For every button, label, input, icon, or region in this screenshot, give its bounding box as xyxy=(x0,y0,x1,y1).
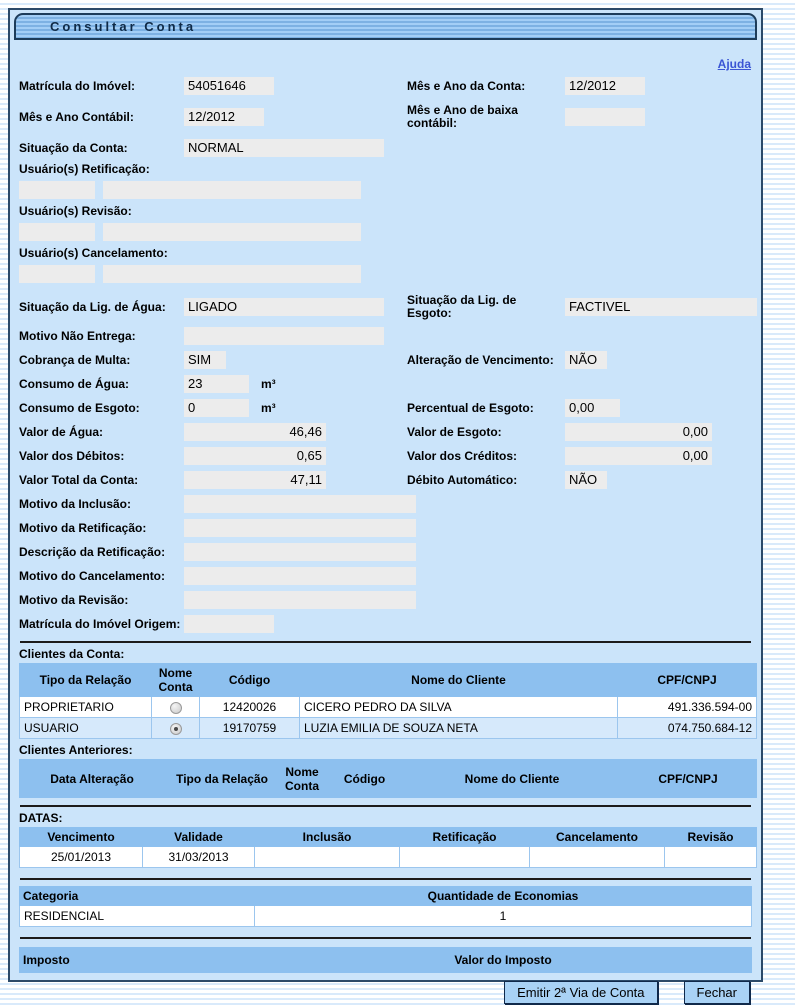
categoria-cell: RESIDENCIAL xyxy=(20,906,255,927)
column-header: Cancelamento xyxy=(530,828,665,847)
situacao-lig-agua-field[interactable]: LIGADO xyxy=(184,298,384,316)
field-label: Usuário(s) Cancelamento: xyxy=(19,246,168,260)
section-divider xyxy=(20,937,751,939)
column-header: Categoria xyxy=(20,887,255,906)
field-label: Motivo da Retificação: xyxy=(19,520,147,535)
cobranca-multa-field[interactable]: SIM xyxy=(184,351,226,369)
form-row xyxy=(19,614,752,634)
inclusao-cell xyxy=(255,847,400,868)
usuario-retificacao-codigo-field[interactable] xyxy=(19,181,95,199)
cancelamento-cell xyxy=(530,847,665,868)
form-row xyxy=(19,222,752,242)
form-row xyxy=(19,374,752,394)
form-row xyxy=(19,350,752,370)
column-header: Tipo da Relação xyxy=(165,760,280,798)
field-label: Consumo de Esgoto: xyxy=(19,400,140,415)
imposto-table xyxy=(19,947,752,973)
nome-conta-radio[interactable] xyxy=(170,702,182,714)
valor-agua-field[interactable]: 46,46 xyxy=(184,423,326,441)
alteracao-vencimento-field[interactable]: NÃO xyxy=(565,351,607,369)
matricula-imovel-field[interactable]: 54051646 xyxy=(184,77,274,95)
column-header: Código xyxy=(325,760,405,798)
field-label: Situação da Lig. de Esgoto: xyxy=(407,293,517,320)
nome-cliente-cell: CICERO PEDRO DA SILVA xyxy=(300,697,618,718)
form-row xyxy=(19,398,752,418)
tipo-relacao-cell: PROPRIETARIO xyxy=(20,697,152,718)
column-header: Inclusão xyxy=(255,828,400,847)
page-title: Consultar Conta xyxy=(50,19,197,34)
quantidade-economias-cell: 1 xyxy=(255,906,752,927)
clientes-anteriores-table xyxy=(19,759,757,798)
column-header: Nome do Cliente xyxy=(300,664,618,697)
field-label: Cobrança de Multa: xyxy=(19,352,131,367)
form-row xyxy=(19,446,752,466)
table-row xyxy=(20,718,757,739)
consumo-esgoto-field[interactable]: 0 xyxy=(184,399,249,417)
column-header: Retificação xyxy=(400,828,530,847)
section-divider xyxy=(20,878,751,880)
form-row xyxy=(19,470,752,490)
unit-label: m³ xyxy=(261,401,276,415)
motivo-revisao-field[interactable] xyxy=(184,591,416,609)
column-header: Código xyxy=(200,664,300,697)
table-header-row xyxy=(20,948,752,973)
form-row xyxy=(19,518,752,538)
codigo-cell: 12420026 xyxy=(200,697,300,718)
motivo-inclusao-field[interactable] xyxy=(184,495,416,513)
nome-conta-radio[interactable] xyxy=(170,723,182,735)
column-header: Nome Conta xyxy=(152,664,200,697)
field-label: Motivo da Revisão: xyxy=(19,592,129,607)
situacao-lig-esgoto-field[interactable]: FACTIVEL xyxy=(565,298,757,316)
table-header-row xyxy=(20,664,757,697)
consultar-conta-window xyxy=(8,8,763,1000)
situacao-conta-field[interactable]: NORMAL xyxy=(184,139,384,157)
clientes-anteriores-section-label: Clientes Anteriores: xyxy=(19,743,133,757)
form-row xyxy=(19,542,752,562)
field-label: Descrição da Retificação: xyxy=(19,544,166,559)
column-header: Nome Conta xyxy=(280,760,325,798)
usuario-retificacao-nome-field[interactable] xyxy=(103,181,361,199)
field-label: Valor dos Créditos: xyxy=(407,448,518,463)
column-header: CPF/CNPJ xyxy=(618,664,757,697)
field-label: Situação da Conta: xyxy=(19,140,128,155)
form-row xyxy=(19,566,752,586)
column-header: Data Alteração xyxy=(20,760,165,798)
form-row xyxy=(19,100,752,134)
help-link[interactable]: Ajuda xyxy=(717,57,751,71)
field-label: Valor de Água: xyxy=(19,424,104,439)
column-header: Validade xyxy=(143,828,255,847)
field-label: Valor dos Débitos: xyxy=(19,448,125,463)
table-row xyxy=(20,906,752,927)
field-label: Valor de Esgoto: xyxy=(407,424,502,439)
usuario-revisao-nome-field[interactable] xyxy=(103,223,361,241)
valor-esgoto-field[interactable]: 0,00 xyxy=(565,423,712,441)
unit-label: m³ xyxy=(261,377,276,391)
form-row xyxy=(19,180,752,200)
field-label: Situação da Lig. de Água: xyxy=(19,299,166,314)
codigo-cell: 19170759 xyxy=(200,718,300,739)
form-row xyxy=(19,494,752,514)
valor-creditos-field[interactable]: 0,00 xyxy=(565,447,712,465)
cpf-cnpj-cell: 491.336.594-00 xyxy=(618,697,757,718)
motivo-retificacao-field[interactable] xyxy=(184,519,416,537)
column-header: Vencimento xyxy=(20,828,143,847)
emitir-segunda-via-button[interactable]: Emitir 2ª Via de Conta xyxy=(504,981,657,1004)
column-header: Valor do Imposto xyxy=(255,948,752,973)
matricula-origem-field[interactable] xyxy=(184,615,274,633)
table-header-row xyxy=(20,828,757,847)
categoria-table xyxy=(19,886,752,927)
tipo-relacao-cell: USUARIO xyxy=(20,718,152,739)
nome-cliente-cell: LUZIA EMILIA DE SOUZA NETA xyxy=(300,718,618,739)
revisao-cell xyxy=(665,847,757,868)
table-row xyxy=(20,847,757,868)
table-header-row xyxy=(20,887,752,906)
debito-automatico-field[interactable]: NÃO xyxy=(565,471,607,489)
cpf-cnpj-cell: 074.750.684-12 xyxy=(618,718,757,739)
vencimento-cell: 25/01/2013 xyxy=(20,847,143,868)
field-label: Valor Total da Conta: xyxy=(19,472,139,487)
column-header: Imposto xyxy=(20,948,255,973)
field-label: Percentual de Esgoto: xyxy=(407,400,534,415)
form-row xyxy=(19,76,752,96)
section-divider xyxy=(20,641,751,643)
usuario-cancelamento-nome-field[interactable] xyxy=(103,265,361,283)
field-label: Motivo Não Entrega: xyxy=(19,328,136,343)
percentual-esgoto-field[interactable]: 0,00 xyxy=(565,399,620,417)
consumo-agua-field[interactable]: 23 xyxy=(184,375,249,393)
motivo-nao-entrega-field[interactable] xyxy=(184,327,384,345)
field-label: Motivo da Inclusão: xyxy=(19,496,132,511)
field-label: Usuário(s) Revisão: xyxy=(19,204,132,218)
motivo-cancelamento-field[interactable] xyxy=(184,567,416,585)
column-header: Revisão xyxy=(665,828,757,847)
validade-cell: 31/03/2013 xyxy=(143,847,255,868)
form-row xyxy=(19,138,752,158)
clientes-conta-section-label: Clientes da Conta: xyxy=(19,647,125,661)
form-row xyxy=(19,326,752,346)
window-title-bar xyxy=(14,13,757,40)
descricao-retificacao-field[interactable] xyxy=(184,543,416,561)
mes-ano-contabil-field[interactable]: 12/2012 xyxy=(184,108,264,126)
column-header: Quantidade de Economias xyxy=(255,887,752,906)
valor-debitos-field[interactable]: 0,65 xyxy=(184,447,326,465)
field-label: Motivo do Cancelamento: xyxy=(19,568,166,583)
field-label: Débito Automático: xyxy=(407,472,518,487)
form-row xyxy=(19,422,752,442)
column-header: Nome do Cliente xyxy=(405,760,620,798)
field-label: Matrícula do Imóvel: xyxy=(19,78,136,93)
column-header: Tipo da Relação xyxy=(20,664,152,697)
clientes-conta-table xyxy=(19,663,757,739)
valor-total-field[interactable]: 47,11 xyxy=(184,471,326,489)
table-header-row xyxy=(20,760,757,798)
field-label: Consumo de Água: xyxy=(19,376,129,391)
form-row xyxy=(19,292,752,322)
field-label: Alteração de Vencimento: xyxy=(407,352,554,367)
mes-ano-conta-field[interactable]: 12/2012 xyxy=(565,77,645,95)
field-label: Mês e Ano de baixa contábil: xyxy=(407,103,518,130)
usuario-revisao-codigo-field[interactable] xyxy=(19,223,95,241)
field-label: Mês e Ano Contábil: xyxy=(19,109,134,124)
datas-section-label: DATAS: xyxy=(19,811,63,825)
form-row xyxy=(19,264,752,284)
section-divider xyxy=(20,805,751,807)
form-row xyxy=(19,590,752,610)
column-header: CPF/CNPJ xyxy=(620,760,757,798)
usuario-cancelamento-codigo-field[interactable] xyxy=(19,265,95,283)
table-row xyxy=(20,697,757,718)
retificacao-cell xyxy=(400,847,530,868)
field-label: Mês e Ano da Conta: xyxy=(407,78,526,93)
field-label: Matrícula do Imóvel Origem: xyxy=(19,616,181,631)
field-label: Usuário(s) Retificação: xyxy=(19,162,150,176)
datas-table xyxy=(19,827,757,868)
mes-ano-baixa-field[interactable] xyxy=(565,108,645,126)
fechar-button[interactable]: Fechar xyxy=(684,981,750,1004)
